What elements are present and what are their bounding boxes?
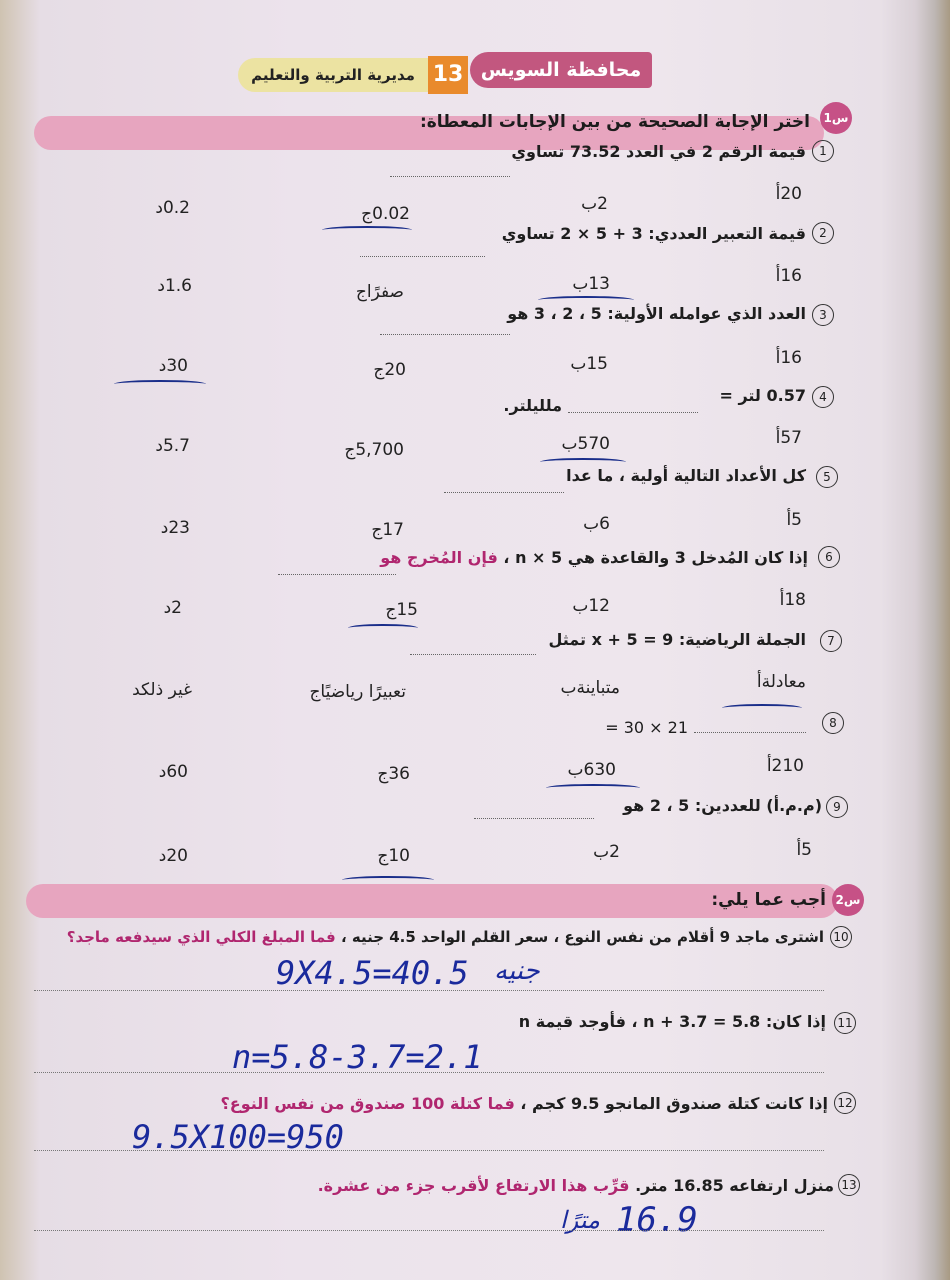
q5-option-d[interactable]: 23د <box>160 518 190 538</box>
q1-answer-mark <box>322 226 412 234</box>
answer-blank-4 <box>568 412 698 413</box>
question-13-text: منزل ارتفاعه 16.85 متر. قرِّب هذا الارتفاع لأقرب جزء من عشرة. <box>317 1176 834 1195</box>
q9-answer-mark <box>342 876 434 884</box>
q1-option-d[interactable]: 0.2د <box>155 198 190 218</box>
answer-blank-5 <box>444 492 564 493</box>
q7-answer-mark <box>722 704 802 712</box>
q4-option-b[interactable]: 570ب <box>561 434 610 454</box>
governorate-label: محافظة السويس <box>470 52 652 88</box>
question-11-answer[interactable]: n=5.8-3.7=2.1 <box>232 1038 483 1076</box>
question-10-text: اشترى ماجد 9 أقلام من نفس النوع ، سعر القلم الواحد 4.5 جنيه ، فما المبلغ الكلي الذي سيدفعه ماجد؟ <box>66 928 824 946</box>
q9-option-b[interactable]: 2ب <box>593 842 620 862</box>
question-8-text: 21 × 30 = <box>605 718 688 737</box>
answer-blank-9 <box>474 818 594 819</box>
q2-option-a[interactable]: 16أ <box>775 266 802 286</box>
question-11-number: 11 <box>834 1012 856 1034</box>
directorate-label: مديرية التربية والتعليم <box>238 58 428 92</box>
q7-option-a[interactable]: معادلةأ <box>756 672 806 692</box>
answer-blank-7 <box>410 654 536 655</box>
q8-option-a[interactable]: 210أ <box>766 756 804 776</box>
question-10-answer[interactable]: 9X4.5=40.5 <box>276 954 469 992</box>
answer-blank-3 <box>380 334 510 335</box>
section2-badge: س2 <box>832 884 864 916</box>
q1-option-c[interactable]: 0.02ج <box>361 204 410 224</box>
answer-blank-8 <box>694 732 806 733</box>
question-3-text: العدد الذي عوامله الأولية: 5 ، 2 ، 3 هو <box>507 304 806 323</box>
q8-option-b[interactable]: 630ب <box>567 760 616 780</box>
question-5-number: 5 <box>816 466 838 488</box>
q2-option-c[interactable]: صفرًاج <box>355 282 404 302</box>
q6-option-c[interactable]: 15ج <box>385 600 418 620</box>
question-10-number: 10 <box>830 926 852 948</box>
answer-blank-1 <box>390 176 510 177</box>
q8-option-d[interactable]: 60د <box>158 762 188 782</box>
question-4-text: 0.57 لتر = <box>719 386 806 405</box>
q9-option-c[interactable]: 10ج <box>377 846 410 866</box>
q5-option-a[interactable]: 5أ <box>786 510 802 530</box>
q6-option-d[interactable]: 2د <box>163 598 182 618</box>
q3-option-b[interactable]: 15ب <box>570 354 608 374</box>
answer-line-11 <box>34 1072 824 1073</box>
question-13-number: 13 <box>838 1174 860 1196</box>
section2-title: أجب عما يلي: <box>711 890 826 910</box>
q3-option-c[interactable]: 20ج <box>373 360 406 380</box>
q3-option-a[interactable]: 16أ <box>775 348 802 368</box>
question-11-text: إذا كان: 5.8 = 3.7 + n ، فأوجد قيمة n <box>518 1012 826 1031</box>
section1-badge: س1 <box>820 102 852 134</box>
q2-option-b[interactable]: 13ب <box>572 274 610 294</box>
question-2-number: 2 <box>812 222 834 244</box>
question-9-number: 9 <box>826 796 848 818</box>
q2-option-d[interactable]: 1.6د <box>157 276 192 296</box>
question-2-text: قيمة التعبير العددي: 3 + 5 × 2 تساوي <box>501 224 806 243</box>
exam-number-badge: 13 <box>428 56 468 94</box>
question-8-number: 8 <box>822 712 844 734</box>
q5-option-c[interactable]: 17ج <box>371 520 404 540</box>
q6-option-a[interactable]: 18أ <box>779 590 806 610</box>
answer-line-10 <box>34 990 824 991</box>
q8-answer-mark <box>546 784 640 792</box>
q8-option-c[interactable]: 36ج <box>377 764 410 784</box>
question-4-number: 4 <box>812 386 834 408</box>
answer-line-12 <box>34 1150 824 1151</box>
q6-option-b[interactable]: 12ب <box>572 596 610 616</box>
question-6-number: 6 <box>818 546 840 568</box>
question-9-text: (م.م.أ) للعددين: 5 ، 2 هو <box>623 796 822 815</box>
q4-option-a[interactable]: 57أ <box>775 428 802 448</box>
question-1-number: 1 <box>812 140 834 162</box>
question-12-text: إذا كانت كتلة صندوق المانجو 9.5 كجم ، فما كتلة 100 صندوق من نفس النوع؟ <box>220 1094 828 1113</box>
question-7-text: الجملة الرياضية: 9 = 5 + x تمثل <box>548 630 806 649</box>
q9-option-a[interactable]: 5أ <box>796 840 812 860</box>
q3-option-d[interactable]: 30د <box>158 356 188 376</box>
answer-blank-2 <box>360 256 485 257</box>
question-7-number: 7 <box>820 630 842 652</box>
question-12-answer[interactable]: 9.5X100=950 <box>132 1118 344 1156</box>
q7-option-c[interactable]: تعبيرًا رياضيًاج <box>309 682 406 702</box>
q7-option-d[interactable]: غير ذلكد <box>132 680 192 700</box>
question-5-text: كل الأعداد التالية أولية ، ما عدا <box>566 466 806 485</box>
question-10-answer-unit: جنيه <box>494 956 540 986</box>
question-4-unit: ملليلتر. <box>503 396 562 415</box>
question-13-answer[interactable]: 16.9 <box>616 1200 698 1240</box>
q1-option-a[interactable]: 20أ <box>775 184 802 204</box>
question-6-text: إذا كان المُدخل 3 والقاعدة هي 5 × n ، فإن المُخرج هو <box>380 548 808 567</box>
q3-answer-mark <box>114 380 206 388</box>
q4-answer-mark <box>540 458 626 466</box>
answer-line-13 <box>34 1230 824 1231</box>
q1-option-b[interactable]: 2ب <box>581 194 608 214</box>
q6-answer-mark <box>348 624 418 632</box>
question-3-number: 3 <box>812 304 834 326</box>
question-13-answer-unit: مترًا <box>560 1206 601 1234</box>
q7-option-b[interactable]: متباينةب <box>560 678 620 698</box>
q4-option-c[interactable]: 5,700ج <box>344 440 404 460</box>
question-12-number: 12 <box>834 1092 856 1114</box>
question-1-text: قيمة الرقم 2 في العدد 73.52 تساوي <box>511 142 806 161</box>
q9-option-d[interactable]: 20د <box>158 846 188 866</box>
q2-answer-mark <box>538 296 634 304</box>
answer-blank-6 <box>278 574 396 575</box>
q5-option-b[interactable]: 6ب <box>583 514 610 534</box>
q4-option-d[interactable]: 5.7د <box>155 436 190 456</box>
section1-title: اختر الإجابة الصحيحة من بين الإجابات المعطاة: <box>419 112 810 132</box>
